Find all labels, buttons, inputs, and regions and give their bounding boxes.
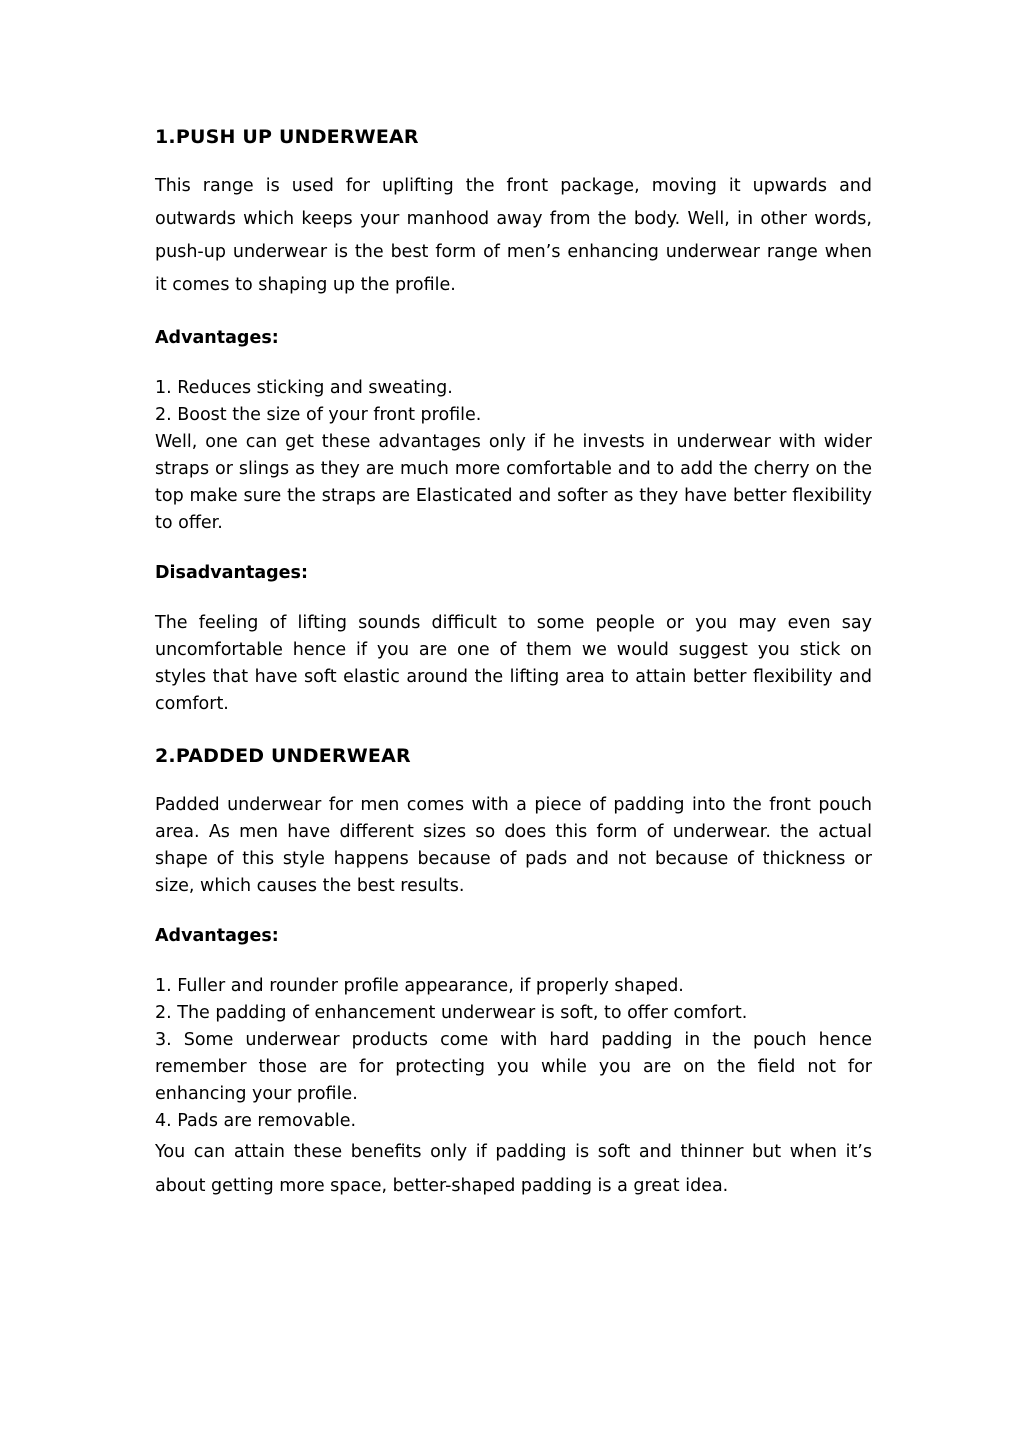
- push-up-advantages-list: [155, 375, 872, 429]
- list-item: 4. Pads are removable.: [155, 1111, 357, 1131]
- list-item: 3. Some underwear products come with hard padding in the pouch hence remember those are for protecting you while you are on the field not for enhancing your profile.: [155, 1030, 872, 1104]
- list-item: 1. Fuller and rounder profile appearance, if properly shaped.: [155, 976, 684, 996]
- push-up-disadvantages-heading: Disadvantages:: [155, 563, 308, 583]
- list-item: 2. Boost the size of your front profile.: [155, 405, 482, 425]
- padded-advantages-note: You can attain these benefits only if padding is soft and thinner but when it’s about getting more space, better-shaped padding is a great idea.: [155, 1142, 872, 1196]
- push-up-advantages-heading: Advantages:: [155, 328, 279, 348]
- list-item: 1. Reduces sticking and sweating.: [155, 378, 453, 398]
- padded-advantages-heading: Advantages:: [155, 926, 279, 946]
- document-page: [155, 122, 872, 1203]
- padded-advantages-list: [155, 973, 872, 1135]
- padded-intro: Padded underwear for men comes with a piece of padding into the front pouch area. As men have different sizes so does this form of underwear. the actual shape of this style happens because of pads and not because of thickness or size, which causes the best results.: [155, 795, 872, 896]
- push-up-intro: This range is used for uplifting the front package, moving it upwards and outwards which keeps your manhood away from the body. Well, in other words, push-up underwear is the best form of men’s enhancing underwear range when it comes to shaping up the profile.: [155, 176, 872, 295]
- push-up-disadvantages-text: The feeling of lifting sounds difficult to some people or you may even say uncomfortable hence if you are one of them we would suggest you stick on styles that have soft elastic around the lifting area to attain better flexibility and comfort.: [155, 613, 872, 714]
- section-heading-push-up: 1.PUSH UP UNDERWEAR: [155, 126, 419, 148]
- list-item: 2. The padding of enhancement underwear is soft, to offer comfort.: [155, 1003, 748, 1023]
- push-up-advantages-note: Well, one can get these advantages only if he invests in underwear with wider straps or slings as they are much more comfortable and to add the cherry on the top make sure the straps are Elasticated and softer as they have better flexibility to offer.: [155, 432, 872, 533]
- section-heading-padded: 2.PADDED UNDERWEAR: [155, 745, 411, 767]
